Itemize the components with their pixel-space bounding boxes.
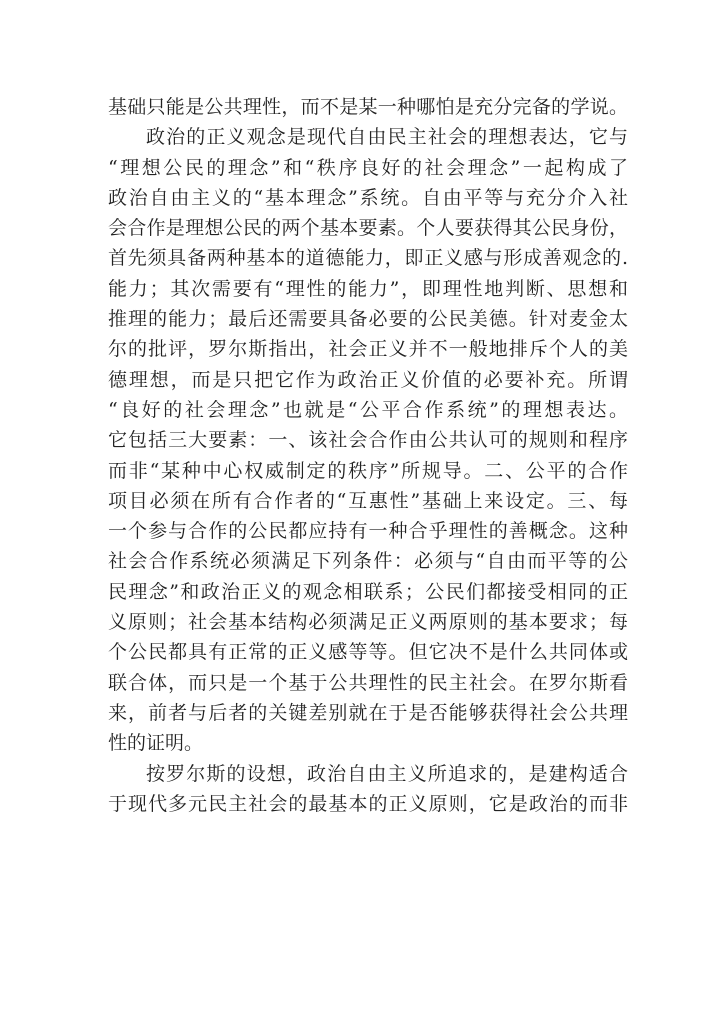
text-line: 个公民都具有正常的正义感等等。但它决不是什么共同体或 bbox=[108, 641, 628, 664]
text-line: 能力；其次需要有“理性的能力”，即理性地判断、思想和 bbox=[108, 277, 628, 300]
text-line: 政治自由主义的“基本理念”系统。自由平等与充分介入社 bbox=[108, 186, 628, 209]
text-line: 尔的批评，罗尔斯指出，社会正义并不一般地排斥个人的美 bbox=[108, 338, 628, 361]
text-line: 一个参与合作的公民都应持有一种合乎理性的善概念。这种 bbox=[108, 520, 628, 543]
text-line: 基础只能是公共理性，而不是某一种哪怕是充分完备的学说。 bbox=[108, 96, 628, 118]
text-line: 推理的能力；最后还需要具备必要的公民美德。针对麦金太 bbox=[108, 308, 628, 331]
text-line: 德理想，而是只把它作为政治正义价值的必要补充。所谓 bbox=[108, 368, 628, 391]
paragraph-start-line: 按罗尔斯的设想，政治自由主义所追求的，是建构适合 bbox=[146, 762, 628, 785]
text-line: 联合体，而只是一个基于公共理性的民主社会。在罗尔斯看 bbox=[108, 671, 628, 694]
body-text bbox=[108, 92, 628, 819]
text-line: 社会合作系统必须满足下列条件：必须与“自由而平等的公 bbox=[108, 550, 628, 573]
text-line: 而非“某种中心权威制定的秩序”所规导。二、公平的合作 bbox=[108, 459, 628, 482]
text-line: 会合作是理想公民的两个基本要素。个人要获得其公民身份， bbox=[108, 217, 628, 240]
paragraph-start-line: 政治的正义观念是现代自由民主社会的理想表达，它与 bbox=[146, 126, 628, 149]
text-line: 它包括三大要素：一、该社会合作由公共认可的规则和程序 bbox=[108, 429, 628, 452]
text-line: 首先须具备两种基本的道德能力，即正义感与形成善观念的. bbox=[108, 247, 628, 270]
text-line: 来，前者与后者的关键差别就在于是否能够获得社会公共理 bbox=[108, 701, 628, 724]
paragraph-end-line: 性的证明。 bbox=[108, 732, 204, 755]
text-line: “良好的社会理念”也就是“公平合作系统”的理想表达。 bbox=[108, 398, 628, 421]
text-line: 民理念”和政治正义的观念相联系；公民们都接受相同的正 bbox=[108, 580, 628, 603]
text-line: 项目必须在所有合作者的“互惠性”基础上来设定。三、每 bbox=[108, 489, 628, 512]
text-line: 义原则；社会基本结构必须满足正义两原则的基本要求；每 bbox=[108, 611, 628, 634]
text-line: “理想公民的理念”和“秩序良好的社会理念”一起构成了 bbox=[108, 156, 628, 179]
text-line: 于现代多元民主社会的最基本的正义原则，它是政治的而非 bbox=[108, 792, 628, 815]
